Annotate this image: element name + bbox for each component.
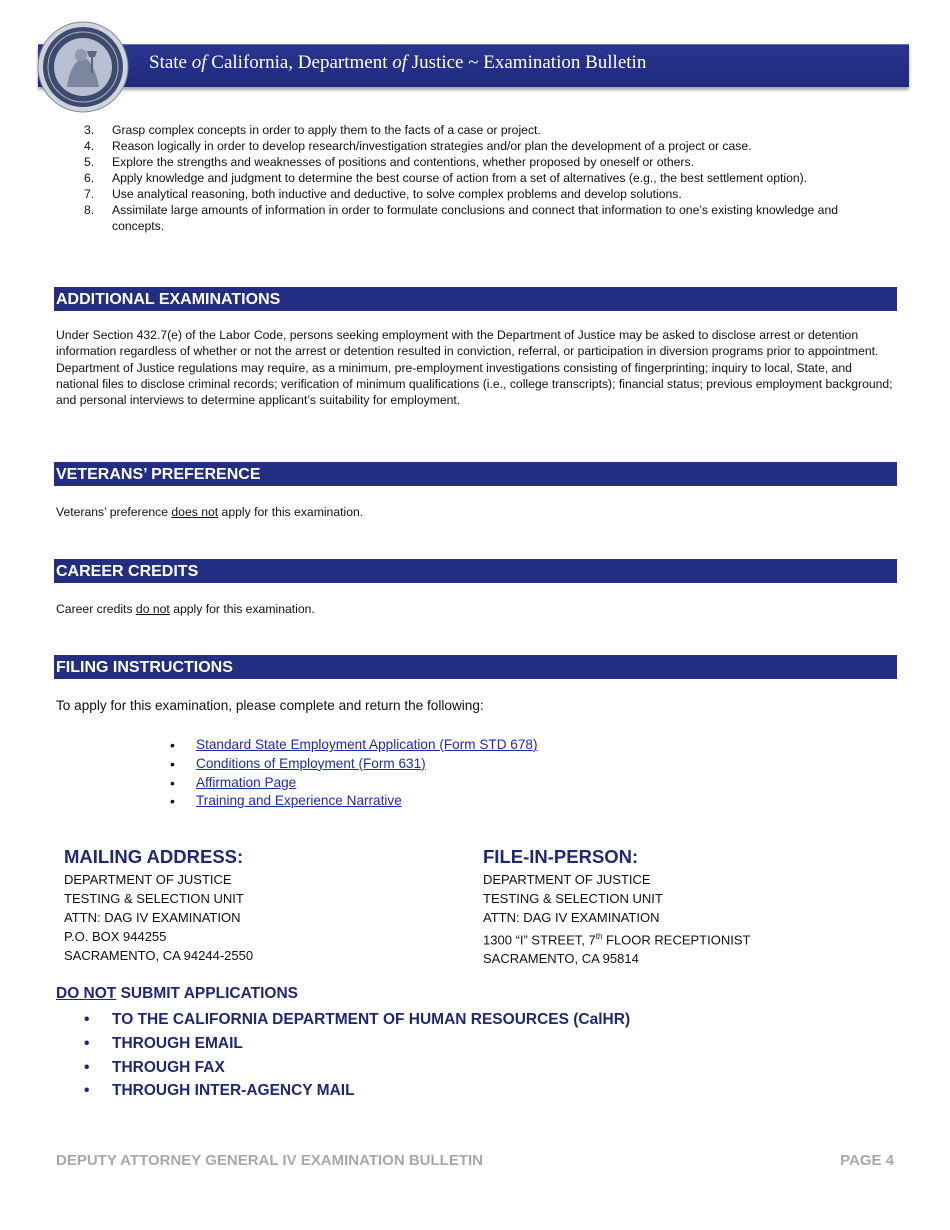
address-line: DEPARTMENT OF JUSTICE [483,872,651,887]
address-line: P.O. BOX 944255 [64,929,167,944]
address-line: TESTING & SELECTION UNIT [64,891,244,906]
file-in-person-block [483,846,750,968]
section-heading-additional-examinations: ADDITIONAL EXAMINATIONS [54,287,897,311]
list-item [170,736,538,755]
filing-intro-text: To apply for this examination, please complete and return the following: [56,698,484,713]
section-heading-veterans-preference: VETERANS’ PREFERENCE [54,462,897,486]
address-line: SACRAMENTO, CA 94244-2550 [64,948,254,963]
link-std-678-application[interactable]: Standard State Employment Application (Form STD 678) [196,737,538,752]
bullet-icon: • [84,1058,90,1076]
career-credits-text: Career credits do not apply for this examination. [56,602,315,616]
bullet-icon: • [170,793,175,810]
address-line: DEPARTMENT OF JUSTICE [64,872,232,887]
list-item: 3. Grasp complex concepts in order to apply them to the facts of a case or project. [84,123,541,137]
veterans-preference-text: Veterans’ preference does not apply for this examination. [56,505,364,519]
footer-page-number: PAGE 4 [840,1152,894,1169]
bullet-icon: • [170,755,175,772]
address-line: ATTN: DAG IV EXAMINATION [483,910,660,925]
bullet-icon: • [84,1011,90,1028]
required-forms-list [170,736,538,811]
file-in-person-heading: FILE-IN-PERSON: [483,846,639,867]
list-item: • THROUGH INTER-AGENCY MAIL [84,1079,630,1103]
bullet-icon: • [170,774,175,791]
mailing-address-block [64,846,253,965]
footer-bulletin-title: DEPUTY ATTORNEY GENERAL IV EXAMINATION BULLETIN [56,1152,483,1169]
do-not-submit-heading: DO NOT SUBMIT APPLICATIONS [56,985,298,1002]
list-item: • TO THE CALIFORNIA DEPARTMENT OF HUMAN RESOURCES (CalHR) [84,1008,630,1032]
list-item [170,792,538,811]
address-line: 1300 “I” STREET, 7th FLOOR RECEPTIONIST [483,932,751,948]
page-header-title: State of California, Department of Justice ~ Examination Bulletin [149,52,647,73]
address-line: TESTING & SELECTION UNIT [483,891,663,906]
link-training-experience-narrative[interactable]: Training and Experience Narrative [196,793,402,809]
california-doj-seal-icon [37,21,129,113]
address-line: SACRAMENTO, CA 95814 [483,951,639,967]
bullet-icon: • [84,1034,90,1052]
list-item [170,755,538,774]
header-bar [38,44,909,87]
bullet-icon: • [84,1082,90,1100]
additional-examinations-text: Under Section 432.7(e) of the Labor Code, persons seeking employment with the Department of Justice may be asked to disclose arrest or detention information regardless of whether or not the arrest or detention resulted in conviction, referral, or participation in diversion programs prior to appointment. Department of Justice regulations may require, as a minimum, pre-employment investigations consisting of fingerprinting; inquiry to local, State, and national files to disclose criminal records; verification of minimum qualifications (i.e., college transcripts); financial status; previous employment background; and personal interviews to determine applicant’s suitability for employment. [56,328,893,408]
abilities-list [84,122,874,234]
bullet-icon: • [170,737,175,753]
list-item: 8. Assimilate large amounts of information in order to formulate conclusions and connect that information to one’s existing knowledge and concepts. [84,203,839,233]
section-heading-career-credits: CAREER CREDITS [54,559,897,583]
list-item [170,774,538,793]
list-item: 4. Reason logically in order to develop research/investigation strategies and/or plan the development of a project or case. [84,139,752,153]
do-not-submit-list [84,1008,630,1103]
link-affirmation-page[interactable]: Affirmation Page [196,774,297,790]
section-heading-filing-instructions: FILING INSTRUCTIONS [54,655,897,679]
list-item: 5. Explore the strengths and weaknesses of positions and contentions, whether proposed by oneself or others. [84,155,694,169]
address-line: ATTN: DAG IV EXAMINATION [64,910,241,925]
list-item: 7. Use analytical reasoning, both inductive and deductive, to solve complex problems and develop solutions. [84,187,682,201]
list-item: • THROUGH EMAIL [84,1032,630,1056]
mailing-address-heading: MAILING ADDRESS: [64,846,244,867]
list-item: 6. Apply knowledge and judgment to determine the best course of action from a set of alternatives (e.g., the best settlement option). [84,171,808,185]
link-conditions-of-employment[interactable]: Conditions of Employment (Form 631) [196,755,426,771]
list-item: • THROUGH FAX [84,1056,630,1080]
